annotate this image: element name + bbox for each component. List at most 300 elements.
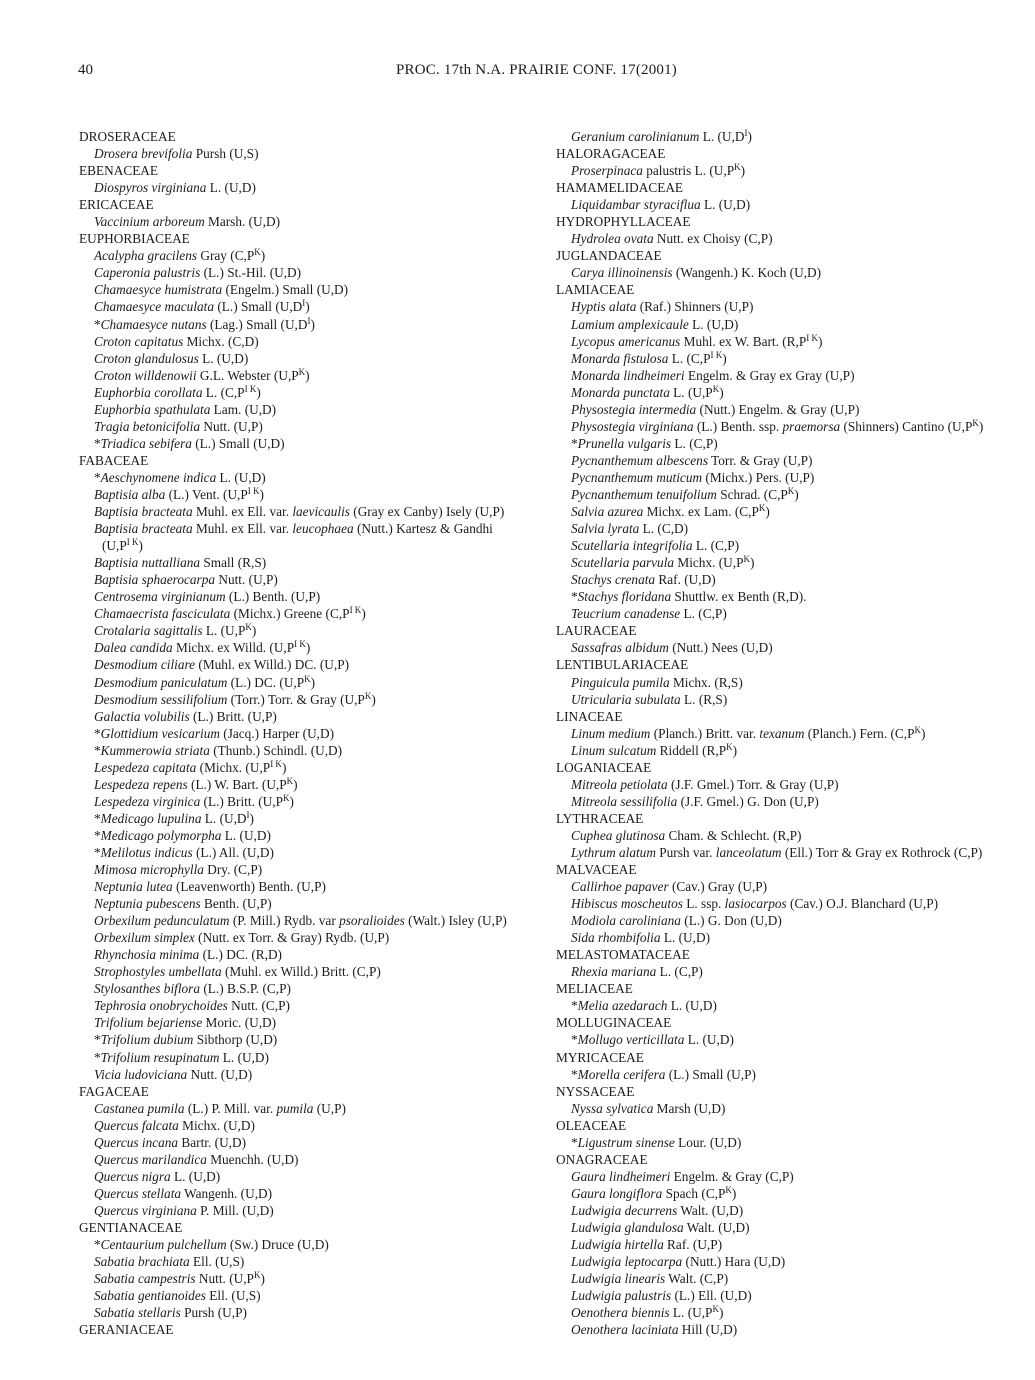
- species-entry: [79, 384, 549, 401]
- status-superscript: K: [245, 622, 252, 633]
- species-entry: [79, 742, 549, 759]
- infraspecific-authority: (Cav.) O.J. Blanchard (U,P): [786, 896, 939, 912]
- species-name: Baptisia nuttalliana: [94, 555, 201, 571]
- species-entry: [556, 1134, 1026, 1151]
- species-name: Croton glandulosus: [94, 350, 199, 366]
- authority-tail: ): [260, 1271, 265, 1287]
- species-entry: [556, 196, 1026, 213]
- status-superscript: K: [972, 417, 979, 428]
- species-authority: Nutt. ex Choisy (C,P): [653, 231, 773, 247]
- species-name: Stachys crenata: [571, 572, 656, 588]
- species-name: Hyptis alata: [571, 299, 637, 315]
- species-column-right: [556, 128, 1026, 1338]
- species-entry: [556, 503, 1026, 520]
- species-name: Lespedeza virginica: [94, 793, 201, 809]
- species-entry: [556, 605, 1026, 622]
- species-authority: (Raf.) Shinners (U,P): [636, 299, 754, 315]
- species-entry: [79, 1304, 549, 1321]
- species-name: Prunella vulgaris: [577, 435, 672, 451]
- species-entry: [556, 520, 1026, 537]
- status-superscript: K: [286, 775, 294, 786]
- species-authority: (L.) Small (U,D): [191, 435, 285, 451]
- species-authority: Pursh var.: [655, 844, 716, 860]
- species-name: Quercus nigra: [94, 1168, 171, 1184]
- species-authority: (Nutt.) Hara (U,D): [682, 1254, 786, 1270]
- species-name: Dalea candida: [94, 640, 173, 656]
- species-entry: [79, 656, 549, 673]
- species-entry: [79, 1100, 549, 1117]
- species-authority: Lour. (U,D): [674, 1134, 742, 1150]
- species-name: Orbexilum simplex: [94, 930, 195, 946]
- species-authority: (L.) Britt. (U,P: [200, 793, 283, 809]
- species-authority: Bartr. (U,D): [178, 1134, 247, 1150]
- species-entry: [79, 861, 549, 878]
- species-entry: [556, 401, 1026, 418]
- species-authority: Marsh (U,D): [653, 1100, 726, 1116]
- species-authority: L. ssp.: [682, 896, 725, 912]
- species-authority: Wangenh. (U,D): [181, 1185, 273, 1201]
- authority-tail: ): [750, 555, 755, 571]
- authority-tail: ): [978, 418, 984, 434]
- species-name: Salvia azurea: [571, 504, 644, 520]
- species-authority: Raf. (U,D): [655, 572, 716, 588]
- species-authority: Spach (C,P: [662, 1185, 726, 1201]
- species-entry: [79, 350, 549, 367]
- species-entry: [79, 213, 549, 230]
- species-authority: (L.) W. Bart. (U,P: [187, 776, 287, 792]
- species-authority: Raf. (U,P): [663, 1237, 723, 1253]
- species-entry: [79, 1202, 549, 1219]
- species-authority: Muhl. ex Ell. var.: [192, 521, 293, 537]
- authority-tail: ): [718, 1305, 724, 1321]
- status-superscript: K: [725, 1184, 732, 1195]
- status-superscript: K: [298, 366, 306, 377]
- species-authority: (Thunb.) Schindl. (U,D): [209, 742, 343, 758]
- species-authority: (Nutt. ex Torr. & Gray) Rydb. (U,P): [194, 930, 390, 946]
- species-name: Desmodium paniculatum: [94, 674, 228, 690]
- introduced-marker: *: [94, 435, 101, 451]
- species-entry: [556, 1031, 1026, 1048]
- species-entry: [79, 827, 549, 844]
- family-heading: HAMAMELIDACEAE: [556, 180, 684, 196]
- species-name: Euphorbia spathulata: [94, 401, 211, 417]
- species-name: Quercus incana: [94, 1134, 179, 1150]
- species-entry: [79, 281, 549, 298]
- species-authority: (U,P: [102, 538, 127, 554]
- species-name: Trifolium bejariense: [94, 1015, 203, 1031]
- species-authority: (Wangenh.) K. Koch (U,D): [672, 265, 822, 281]
- species-name: Tragia betonicifolia: [94, 418, 201, 434]
- family-heading: FABACEAE: [79, 452, 149, 468]
- authority-tail: ): [293, 776, 298, 792]
- species-name: Chamaesyce humistrata: [94, 282, 223, 298]
- species-authority: Walt. (U,D): [677, 1202, 744, 1218]
- species-name: Physostegia virginiana: [571, 418, 694, 434]
- infraspecific-authority: (Gray ex Canby) Isely (U,P): [349, 504, 505, 520]
- family-heading: ONAGRACEAE: [556, 1151, 648, 1167]
- introduced-marker: *: [571, 435, 578, 451]
- species-entry: [79, 1014, 549, 1031]
- family-heading: GENTIANACEAE: [79, 1220, 183, 1235]
- species-entry: [79, 401, 549, 418]
- species-name: Ludwigia glandulosa: [571, 1220, 684, 1235]
- species-authority: (Torr.) Torr. & Gray (U,P: [227, 691, 365, 707]
- family-heading: EUPHORBIACEAE: [79, 231, 190, 247]
- species-authority: (Muhl. ex Willd.) DC. (U,P): [195, 657, 350, 673]
- species-entry: [79, 298, 549, 315]
- species-name: Scutellaria parvula: [571, 555, 675, 571]
- authority-tail: ): [740, 163, 746, 179]
- running-head: PROC. 17th N.A. PRAIRIE CONF. 17(2001): [396, 62, 678, 78]
- status-superscript: K: [282, 792, 290, 803]
- species-entry: [79, 929, 549, 946]
- species-authority: Muhl. ex Ell. var.: [192, 504, 293, 520]
- status-superscript: K: [758, 503, 766, 514]
- introduced-marker: *: [571, 589, 578, 605]
- species-authority: (L.) Britt. (U,P): [189, 708, 277, 724]
- species-name: Modiola caroliniana: [571, 913, 681, 929]
- species-authority: P. Mill. (U,D): [196, 1202, 274, 1218]
- species-entry: [79, 1185, 549, 1202]
- species-entry: [556, 588, 1026, 605]
- species-name: Sida rhombifolia: [571, 930, 661, 946]
- species-entry: [556, 333, 1026, 350]
- species-entry: [79, 725, 549, 742]
- species-name: Mollugo verticillata: [577, 1032, 685, 1048]
- introduced-marker: *: [94, 810, 101, 826]
- species-authority: L. (C,P: [668, 350, 711, 366]
- status-superscript: I K: [247, 485, 260, 496]
- species-entry: [556, 725, 1026, 742]
- species-entry: [79, 622, 549, 639]
- species-entry: [556, 571, 1026, 588]
- species-entry: [79, 367, 549, 384]
- species-authority: Cham. & Schlecht. (R,P): [665, 827, 802, 843]
- species-entry: [556, 1100, 1026, 1117]
- species-name: Sabatia brachiata: [94, 1254, 190, 1270]
- species-entry: [556, 1219, 1026, 1236]
- species-name: Drosera brevifolia: [94, 146, 193, 162]
- status-superscript: K: [743, 554, 750, 565]
- species-name: Vicia ludoviciana: [94, 1066, 188, 1082]
- species-entry: [556, 316, 1026, 333]
- species-authority: (L.) DC. (U,P: [227, 674, 305, 690]
- species-authority: Riddell (R,P: [656, 742, 727, 758]
- species-authority: (L.) St.-Hil. (U,D): [200, 265, 302, 281]
- infraspecific-name: psoralioides: [339, 913, 405, 929]
- family-heading: LOGANIACEAE: [556, 759, 652, 775]
- family-heading: OLEACEAE: [556, 1117, 627, 1133]
- status-superscript: I K: [710, 349, 723, 360]
- species-authority: L. (U,D): [206, 180, 256, 196]
- introduced-marker: *: [94, 469, 101, 485]
- species-entry: [556, 912, 1026, 929]
- species-authority: (P. Mill.) Rydb. var: [229, 913, 340, 929]
- species-name: Stachys floridana: [577, 589, 672, 605]
- species-authority: Muenchh. (U,D): [206, 1151, 299, 1167]
- species-authority: L. (C,P: [202, 384, 245, 400]
- species-authority: L. (U,D: [201, 810, 247, 826]
- species-authority: Nutt. (U,P: [195, 1271, 254, 1287]
- authority-tail: ): [138, 538, 143, 554]
- family-heading: EBENACEAE: [79, 163, 159, 179]
- species-entry: [79, 435, 549, 452]
- species-name: Lythrum alatum: [571, 844, 656, 860]
- species-name: Orbexilum pedunculatum: [94, 913, 230, 929]
- species-name: Castanea pumila: [94, 1100, 185, 1116]
- species-entry: [79, 571, 549, 588]
- species-name: Carya illinoinensis: [571, 265, 673, 281]
- species-entry: [79, 264, 549, 281]
- species-name: Liquidambar styraciflua: [571, 197, 701, 213]
- species-entry: [556, 452, 1026, 469]
- species-entry: [79, 1066, 549, 1083]
- species-name: Strophostyles umbellata: [94, 964, 222, 980]
- infraspecific-name: lanceolatum: [715, 844, 782, 860]
- species-name: Hibiscus moscheutos: [571, 896, 683, 912]
- species-name: Cuphea glutinosa: [571, 827, 666, 843]
- species-entry: [556, 776, 1026, 793]
- species-entry: [79, 333, 549, 350]
- species-name: Neptunia pubescens: [94, 896, 201, 912]
- species-authority: L. (U,D): [700, 197, 751, 213]
- species-authority: L. (C,D): [639, 521, 689, 537]
- authority-tail: ): [731, 1185, 737, 1201]
- species-name: Morella cerifera: [577, 1066, 666, 1082]
- species-entry: [556, 298, 1026, 315]
- status-superscript: I: [302, 298, 306, 309]
- status-superscript: I: [744, 128, 748, 138]
- status-superscript: K: [914, 724, 921, 735]
- species-authority: Marsh. (U,D): [204, 214, 281, 230]
- species-entry: [556, 929, 1026, 946]
- species-entry: [79, 639, 549, 656]
- family-heading: MALVACEAE: [556, 862, 637, 878]
- species-name: Ludwigia linearis: [571, 1271, 666, 1287]
- species-name: Rhynchosia minima: [94, 947, 200, 963]
- species-entry: [556, 674, 1026, 691]
- species-continuation: [94, 537, 549, 554]
- species-entry: [79, 503, 549, 520]
- species-entry: [556, 963, 1026, 980]
- species-name: Melia azedarach: [577, 998, 668, 1014]
- species-authority: Michx. (C,D): [183, 333, 259, 349]
- species-entry: [556, 1253, 1026, 1270]
- family-heading: MYRICACEAE: [556, 1049, 644, 1065]
- species-authority: Benth. (U,P): [200, 896, 272, 912]
- species-entry: [79, 810, 549, 827]
- species-name: Sabatia gentianoides: [94, 1288, 206, 1304]
- species-name: Mitreola sessilifolia: [571, 793, 678, 809]
- family-heading: LAMIACEAE: [556, 282, 635, 298]
- species-name: Geranium carolinianum: [571, 129, 700, 144]
- species-name: Crotalaria sagittalis: [94, 623, 203, 639]
- species-entry: [79, 1253, 549, 1270]
- species-authority: (L.) Benth. (U,P): [225, 589, 321, 605]
- family-heading: MELASTOMATACEAE: [556, 947, 690, 963]
- species-authority: (J.F. Gmel.) G. Don (U,P): [677, 793, 819, 809]
- species-name: Ludwigia decurrens: [571, 1202, 678, 1218]
- species-authority: L. (U,D): [667, 998, 717, 1014]
- infraspecific-authority: (Shinners) Cantino (U,P: [840, 418, 973, 434]
- authority-tail: ): [281, 759, 287, 775]
- authority-tail: ): [305, 299, 310, 315]
- species-authority: L. (U,P: [669, 1305, 713, 1321]
- species-authority: (Nutt.) Engelm. & Gray (U,P): [696, 401, 860, 417]
- status-superscript: K: [254, 247, 261, 258]
- species-authority: Pursh (U,S): [192, 146, 259, 162]
- species-name: Monarda lindheimeri: [571, 367, 685, 383]
- species-entry: [79, 912, 549, 929]
- species-entry: [556, 1202, 1026, 1219]
- infraspecific-authority: (Ell.) Torr & Gray ex Rothrock (C,P): [781, 844, 983, 860]
- species-authority: Schrad. (C,P: [716, 486, 788, 502]
- status-superscript: I K: [294, 639, 306, 650]
- authority-tail: ): [818, 333, 823, 349]
- species-authority: Sibthorp (U,D): [193, 1032, 278, 1048]
- species-name: Ludwigia palustris: [571, 1288, 672, 1304]
- species-name: Oenothera laciniata: [571, 1322, 679, 1338]
- species-entry: [79, 708, 549, 725]
- species-entry: [79, 980, 549, 997]
- species-name: Salvia lyrata: [571, 521, 640, 537]
- status-superscript: I K: [270, 758, 282, 769]
- family-heading: ERICACEAE: [79, 197, 154, 213]
- species-entry: [79, 1117, 549, 1134]
- family-heading: MOLLUGINACEAE: [556, 1015, 672, 1031]
- family-heading: LENTIBULARIACEAE: [556, 657, 689, 673]
- species-name: Quercus falcata: [94, 1117, 179, 1133]
- species-entry: [556, 827, 1026, 844]
- species-name: Nyssa sylvatica: [571, 1100, 654, 1116]
- family-heading: LAURACEAE: [556, 623, 637, 639]
- species-authority: L. (U,P: [669, 384, 713, 400]
- family-heading: MELIACEAE: [556, 981, 633, 997]
- authority-tail: ): [732, 742, 738, 758]
- species-name: Triadica sebifera: [100, 435, 192, 451]
- species-authority: L. (U,D): [198, 350, 249, 366]
- authority-tail: ): [260, 248, 266, 264]
- species-entry: [556, 537, 1026, 554]
- infraspecific-authority: (U,P): [313, 1100, 346, 1116]
- species-entry: [79, 469, 549, 486]
- family-heading: HYDROPHYLLACEAE: [556, 214, 691, 230]
- species-authority: Engelm. & Gray ex Gray (U,P): [684, 367, 855, 383]
- species-name: Lamium amplexicaule: [571, 316, 689, 332]
- infraspecific-authority: (Nutt.) Kartesz & Gandhi: [353, 521, 493, 537]
- authority-tail: ): [305, 640, 311, 656]
- species-name: Kummerowia striata: [100, 742, 210, 758]
- species-name: Sassafras albidum: [571, 640, 669, 656]
- species-name: Gaura lindheimeri: [571, 1168, 671, 1184]
- species-authority: (L.) G. Don (U,D): [680, 913, 782, 929]
- species-authority: Michx. (U,D): [178, 1117, 255, 1133]
- species-authority: Nutt. (U,P): [215, 572, 278, 588]
- status-superscript: K: [726, 741, 733, 752]
- species-authority: L. (R,S): [680, 691, 728, 707]
- species-entry: [79, 1287, 549, 1304]
- species-entry: [79, 895, 549, 912]
- species-name: Monarda fistulosa: [571, 350, 669, 366]
- species-name: Pinguicula pumila: [571, 674, 670, 690]
- species-entry: [556, 367, 1026, 384]
- status-superscript: K: [787, 485, 795, 496]
- infraspecific-name: praemorsa: [782, 418, 841, 434]
- species-name: Desmodium sessilifolium: [94, 691, 228, 707]
- species-authority: Small (R,S): [200, 555, 267, 571]
- species-entry: [79, 759, 549, 776]
- species-authority: Muhl. ex W. Bart. (R,P: [680, 333, 807, 349]
- species-authority: (L.) P. Mill. var.: [184, 1100, 277, 1116]
- species-entry: [556, 384, 1026, 401]
- species-authority: Michx. (U,P: [674, 555, 744, 571]
- species-authority: Torr. & Gray (U,P): [708, 452, 813, 468]
- species-authority: Nutt. (C,P): [227, 998, 290, 1014]
- species-name: Galactia volubilis: [94, 708, 190, 724]
- species-authority: (Jacq.) Harper (U,D): [219, 725, 335, 741]
- species-entry: [556, 162, 1026, 179]
- species-entry: [556, 895, 1026, 912]
- species-authority: G.L. Webster (U,P: [196, 367, 299, 383]
- species-authority: Lam. (U,D): [210, 401, 277, 417]
- infraspecific-authority: (Walt.) Isley (U,P): [404, 913, 507, 929]
- species-name: Pycnanthemum muticum: [571, 469, 703, 485]
- species-name: Desmodium ciliare: [94, 657, 196, 673]
- species-name: Quercus stellata: [94, 1185, 182, 1201]
- species-name: Chamaesyce nutans: [100, 316, 207, 332]
- species-name: Linum sulcatum: [571, 742, 657, 758]
- species-authority: L. (U,D): [684, 1032, 734, 1048]
- species-authority: Nutt. (U,D): [187, 1066, 253, 1082]
- species-name: Pycnanthemum tenuifolium: [571, 486, 717, 502]
- species-entry: [79, 793, 549, 810]
- species-authority: L. (U,P: [202, 623, 246, 639]
- species-name: Aeschynomene indica: [100, 469, 217, 485]
- species-authority: L. (U,D): [219, 1049, 269, 1065]
- introduced-marker: *: [571, 1032, 578, 1048]
- species-authority: Shuttlw. ex Benth (R,D).: [671, 589, 807, 605]
- species-authority: Pursh (U,P): [180, 1305, 247, 1321]
- species-entry: [79, 554, 549, 571]
- authority-tail: ): [794, 486, 799, 502]
- species-entry: [556, 793, 1026, 810]
- family-heading: LYTHRACEAE: [556, 810, 644, 826]
- species-authority: L. (C,P): [680, 606, 727, 622]
- species-name: Caperonia palustris: [94, 265, 201, 281]
- species-name: Scutellaria integrifolia: [571, 538, 693, 554]
- introduced-marker: *: [94, 827, 101, 843]
- species-authority: (Planch.) Britt. var.: [650, 725, 760, 741]
- species-name: Mimosa microphylla: [94, 862, 204, 878]
- species-authority: Michx. ex Willd. (U,P: [172, 640, 295, 656]
- species-entry: [79, 588, 549, 605]
- species-entry: [79, 316, 549, 333]
- species-entry: [79, 247, 549, 264]
- species-name: Rhexia mariana: [571, 964, 657, 980]
- species-name: Lespedeza capitata: [94, 759, 197, 775]
- species-authority: Walt. (U,D): [683, 1220, 750, 1235]
- authority-tail: ): [249, 810, 254, 826]
- species-entry: [79, 674, 549, 691]
- species-name: Linum medium: [571, 725, 651, 741]
- introduced-marker: *: [94, 1237, 101, 1253]
- species-authority: L. (C,P): [692, 538, 740, 554]
- species-name: Sabatia stellaris: [94, 1305, 181, 1321]
- species-entry: [556, 1185, 1026, 1202]
- status-superscript: K: [712, 383, 720, 394]
- species-name: Sabatia campestris: [94, 1271, 196, 1287]
- species-entry: [79, 1151, 549, 1168]
